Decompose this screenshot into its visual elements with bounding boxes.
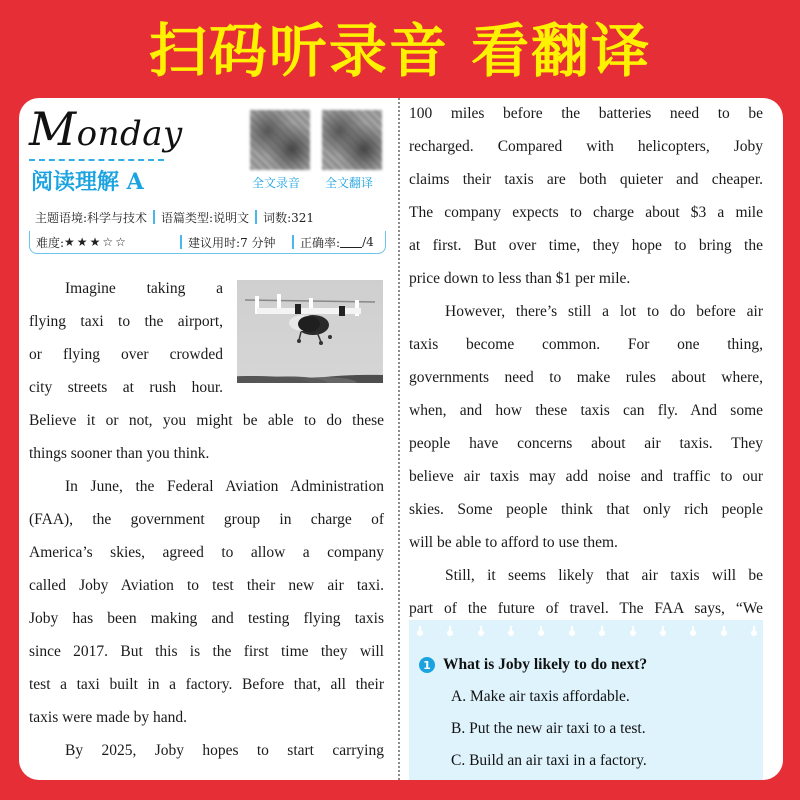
answer-option-a[interactable]: A. Make air taxis affordable. — [451, 688, 630, 705]
day-title-rest: onday — [76, 114, 183, 154]
difficulty-stars-icon: ★★★☆☆ — [64, 235, 128, 249]
article-right-column-text — [409, 98, 763, 658]
article-left-column-text — [29, 272, 384, 767]
title-dashed-divider — [29, 159, 164, 161]
meta-accuracy-label: 正确率: — [300, 235, 341, 250]
question-heading — [419, 656, 647, 674]
text-line: believe air taxis may add noise and traffic to our — [409, 468, 763, 485]
meta-separator — [255, 210, 257, 224]
text-line: price down to less than $1 per mile. — [409, 270, 631, 287]
binding-dot-icon — [478, 626, 484, 636]
text-line: people have concerns about air taxis. They — [409, 435, 763, 452]
answer-option-c[interactable]: C. Build an air taxi in a factory. — [451, 752, 647, 769]
text-line: Believe it or not, you might be able to do these — [29, 412, 384, 429]
text-line: test a taxi built in a factory. Before that, all their — [29, 676, 384, 693]
text-line: The company expects to charge about $3 a mile — [409, 204, 763, 221]
day-title-initial: M — [29, 102, 77, 156]
text-line: claims their taxis are both quieter and cheaper. — [409, 171, 763, 188]
meta-difficulty-label: 难度: — [36, 235, 65, 250]
binding-dot-icon — [660, 626, 666, 636]
accuracy-blank-field[interactable] — [340, 237, 362, 248]
meta-accuracy-total: /4 — [362, 235, 374, 249]
left-column — [19, 98, 398, 780]
text-line: Imagine taking a — [65, 280, 223, 297]
binding-dot-icon — [690, 626, 696, 636]
binding-dot-icon — [630, 626, 636, 636]
text-line: governments need to make rules about where, — [409, 369, 763, 386]
right-column — [409, 98, 763, 780]
qr-code-icon[interactable] — [250, 110, 310, 170]
meta-genre: 语篇类型:说明文 — [161, 210, 250, 225]
meta-theme: 主题语境:科学与技术 — [35, 210, 148, 225]
text-line: America’s skies, agreed to allow a company — [29, 544, 384, 561]
question-number-badge: 1 — [419, 657, 435, 673]
binding-dot-icon — [599, 626, 605, 636]
binding-dot-icon — [751, 626, 757, 636]
text-line: called Joby Aviation to test their new air taxi. — [29, 577, 384, 594]
text-line: skies. Some people think that only rich people — [409, 501, 763, 518]
meta-word-count: 词数:321 — [263, 210, 315, 225]
binding-dot-icon — [508, 626, 514, 636]
text-line: However, there’s still a lot to do before air — [445, 303, 763, 320]
text-line: Joby has been making and testing flying taxis — [29, 610, 384, 627]
text-line: city streets at rush hour. — [29, 379, 223, 396]
binding-dot-icon — [447, 626, 453, 636]
notebook-binding-dots — [417, 626, 757, 638]
text-line: By 2025, Joby hopes to start carrying — [65, 742, 384, 759]
meta-time: 建议用时:7 分钟 — [188, 235, 276, 250]
promo-banner — [0, 0, 800, 98]
text-line: taxis become common. For one thing, — [409, 336, 763, 353]
meta-separator — [292, 235, 294, 249]
text-line: since 2017. But this is the first time they will — [29, 643, 384, 660]
text-line: at first. But over time, they hope to bring the — [409, 237, 763, 254]
text-line: things sooner than you think. — [29, 445, 210, 462]
text-line: or flying over crowded — [29, 346, 223, 363]
text-line: (FAA), the government group in charge of — [29, 511, 384, 528]
qr-code-icon[interactable] — [322, 110, 382, 170]
question-text: What is Joby likely to do next? — [443, 656, 648, 673]
binding-dot-icon — [417, 626, 423, 636]
meta-row-topic — [29, 207, 384, 227]
worksheet-card — [19, 98, 783, 780]
text-line: when, and how these taxis can fly. And some — [409, 402, 763, 419]
text-line: part of the future of travel. The FAA says, “We — [409, 600, 763, 617]
column-divider — [398, 98, 400, 780]
meta-separator — [153, 210, 155, 224]
quiz-panel — [409, 620, 763, 780]
qr-label-audio: 全文录音 — [252, 176, 301, 190]
day-title — [29, 102, 183, 156]
meta-row-difficulty — [29, 231, 386, 254]
banner-title: 扫码听录音 看翻译 — [148, 17, 652, 85]
meta-separator — [180, 235, 182, 249]
binding-dot-icon — [538, 626, 544, 636]
text-line: recharged. Compared with helicopters, Joby — [409, 138, 763, 155]
binding-dot-icon — [569, 626, 575, 636]
text-line: 100 miles before the batteries need to be — [409, 105, 763, 122]
text-line: In June, the Federal Aviation Administration — [65, 478, 384, 495]
section-title: 阅读理解 A — [31, 169, 144, 195]
text-line: will be able to afford to use them. — [409, 534, 618, 551]
qr-label-translation: 全文翻译 — [325, 176, 374, 190]
text-line: flying taxi to the airport, — [29, 313, 223, 330]
answer-option-b[interactable]: B. Put the new air taxi to a test. — [451, 720, 646, 737]
text-line: taxis were made by hand. — [29, 709, 187, 726]
binding-dot-icon — [721, 626, 727, 636]
text-line: Still, it seems likely that air taxis will be — [445, 567, 763, 584]
